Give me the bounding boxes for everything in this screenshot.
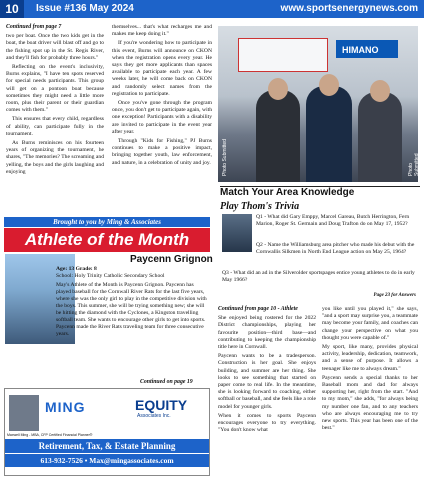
athlete-name: Paycenn Grignon (130, 254, 213, 265)
paragraph: When it comes to sports Paycenn encourages everyone to try everything. "You don't know what (218, 412, 316, 434)
issue-label: Issue #136 May 2024 (36, 3, 134, 14)
event-photo (218, 26, 418, 182)
ming-associates-ad[interactable] (4, 388, 210, 476)
trivia-title: Match Your Area Knowledge (220, 186, 420, 200)
photo-credit: Photo Submitted (408, 153, 420, 176)
paragraph: Paycenn sends a special thanks to her Baseball mom and dad for always supporting her, right from the start. "And to my mom," she adds, "for always being my number one fan, and to any teachers who are always encouraging me to try new sports. This year has been one of the best." (322, 374, 418, 432)
paragraph: Through "Kids for Fishing," PJ Burns continues to make a positive impact, bringing together youth, law enforcement, and nature, in a celebration of unity and joy. (112, 138, 212, 166)
sponsor-band: Brought to you by Ming & Associates (4, 217, 210, 227)
athlete-story: May's Athlete of the Month is Paycenn Grignon. Paycenn has played baseball for the Cornwall River Rats for the last five years, where she was the only girl to play in the competitive division with the boys. This summer, she will be trying something new; she will be hitting the diamond with the Cyclones, a Kingston travelling softball team. She wants to encourage other girls to get into sports. Paycenn made the River Rats traveling team for three consecutive years. (56, 282, 207, 337)
equity-logo: EQUITY (135, 397, 188, 413)
sign-text: HIMANO (342, 45, 379, 55)
trivia-question: Q3 - What did an ad in the Silverolder sportspages entice young athletes to do in early May 1966? (222, 270, 415, 283)
paragraph: themselves... that's what recharges me and makes me keep doing it." (112, 24, 212, 38)
athlete-age-grade: Age: 13 Grade: 8 (56, 266, 97, 272)
person-head (319, 74, 339, 96)
continued-on-label: Continued on page 19 (140, 379, 193, 385)
paragraph: As Burns reminisces on his fourteen years of organizing the tournament, he shares, "The memories? The screaming and yelling, the boys and the girls laughing and enjoying (6, 140, 104, 175)
shimano-sign (336, 40, 398, 58)
advisor-caption: Maxwell Ming - MBA, CFP Certified Financial Planner® (7, 433, 93, 437)
paragraph: Once you've gone through the program once, you don't get to participate again, with one exception! Participants with a disability are invited to participate in the event year after year. (112, 100, 212, 135)
advisor-headshot (9, 395, 39, 431)
trivia-photo (222, 214, 252, 252)
paragraph: This ensures that every child, regardless of ability, can participate fully in the tournament. (6, 116, 104, 137)
page-header (0, 0, 424, 18)
trivia-question: Q2 - Name the Williamsburg area pitcher who made his debut with the Cornwallis Silkmen in North End League action on May 25, 1964? (256, 242, 415, 255)
continued-article-column (218, 306, 316, 436)
paragraph: two per boat. Once the two kids get in the boat, the boat driver will blast off and go to the fishing spot up in the St. Regis River, and they'll fish for probably three hours." (6, 33, 104, 61)
contact-band[interactable]: 613-932-7526 • Max@mingassociates.com (5, 453, 209, 467)
paragraph: you like until you played it," she says, "and a sport may surprise you, a teammate may become your family, and coaches can change your perspective on what you thought you were capable of." (322, 306, 418, 341)
banner (238, 38, 328, 72)
continued-heading: Continued from page 10 - Athlete (218, 306, 298, 312)
paragraph: If you're wondering how to participate in this event, Burns will announce on CKON when the registration opens every year. He says they get more applicants than spaces available to participate each year. A few weeks later, he will come back on CKON and randomly select names from the registration to participate. (112, 40, 212, 97)
trivia-question: Q1 - What did Gary Emppy, Marcel Gareau, Butch Herrington, Fern Marion, Roger St. Germain and Doug Trafton do on May 17, 1952? (256, 214, 410, 227)
continued-article-column-2 (322, 306, 418, 434)
athlete-school: School: Holy Trinity Catholic Secondary School (56, 273, 165, 279)
services-band: Retirement, Tax, & Estate Planning (5, 439, 209, 453)
paragraph: Reflecting on the event's inclusivity, Burns explains, "I have ten spots reserved for special needs participants. This group will get on a pontoon boat because sometimes they might need a little more room, plus their parent or their guardian comes with them." (6, 64, 104, 114)
person-silhouette (256, 90, 300, 182)
paragraph: She enjoyed being rostered for the 2022 District championships, playing her favourite position—third base—and contributing to keeping the championship title here in Cornwall. (218, 315, 316, 351)
person-head (268, 78, 288, 100)
website-link[interactable]: www.sportsenergynews.com (280, 3, 418, 14)
paragraph: Paycenn wants to be a tradesperson. Construction is her goal. She enjoys building, and summer are her thing. She looks to see something that started on paper come to real life. In the meantime, she is looking forward to coaching, either softball or baseball, and she feels like a role model for younger girls. (218, 353, 317, 410)
athlete-body (4, 266, 210, 338)
person-silhouette (306, 86, 352, 182)
person-silhouette (358, 92, 402, 182)
person-head (370, 80, 390, 102)
page-number: 10 (0, 0, 24, 18)
ming-logo: MING (45, 399, 86, 415)
paragraph: My sport, like many, provides physical activity, leadership, dedication, teamwork, and a sense of purpose. It allows a teenager like me to always dream." (322, 344, 418, 372)
equity-logo-sub: Associates Inc. (137, 413, 171, 419)
answers-note: Page 23 for Answers (373, 293, 416, 298)
trivia-subtitle: Play Thom's Trivia (220, 201, 300, 212)
left-article-column (6, 24, 104, 178)
athlete-of-month-title: Athlete of the Month (4, 228, 210, 252)
photo-credit: Photo Submitted (222, 139, 228, 176)
continued-from-label: Continued from page 7 (6, 24, 62, 30)
middle-article-column (112, 24, 212, 169)
